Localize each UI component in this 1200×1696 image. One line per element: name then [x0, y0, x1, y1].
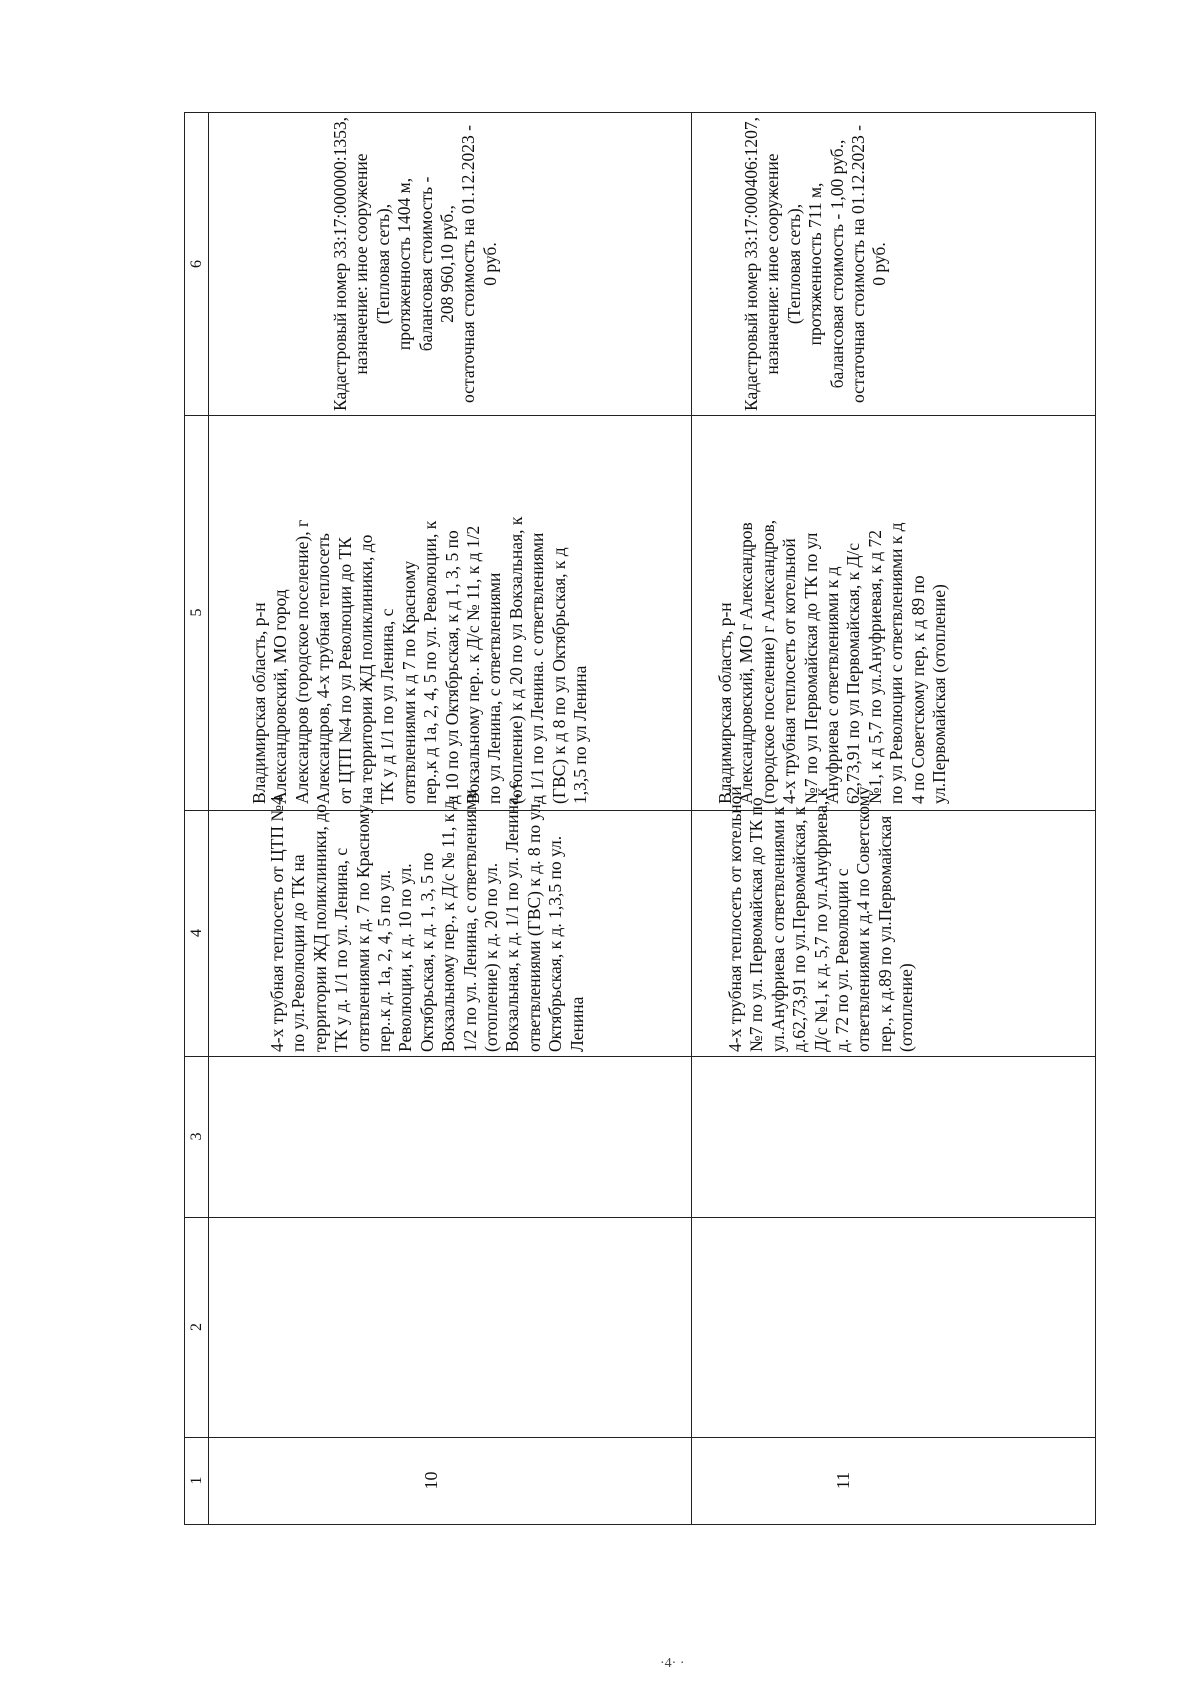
column-divider	[185, 1056, 1095, 1057]
column-divider	[185, 1437, 1095, 1438]
page-number-mark: ·4· ·	[660, 1656, 685, 1671]
table	[184, 112, 1096, 1525]
column-header-5: 5	[188, 608, 205, 617]
row-11-col4-object: 4-х трубная теплосеть от котельной №7 по ул. Первомайская до ТК по ул.Ануфриева с ответвлениями к д.62,73,91 по ул.Первомайская, к Д/с №1, к д. 5,7 по ул.Ануфриева, к д. 72 по ул. Революции с ответвлениями к д.4 по Советскому пер., к д.89 по ул.Первомайская (отопление)	[725, 786, 917, 1052]
row-10-col6-description: Кадастровый номер 33:17:000000:1353, назначение: иное сооружение (Тепловая сеть), протяженность 1404 м, балансовая стоимость - 208 960,10 руб., остаточная стоимость на 01.12.2023 - 0 руб.	[330, 117, 500, 411]
column-header-6: 6	[188, 260, 205, 268]
row-11-col6-description: Кадастровый номер 33:17:000406:1207, назначение: иное сооружение (Тепловая сеть), протяженность 711 м, балансовая стоимость - 1,00 руб., остаточная стоимость на 01.12.2023 - 0 руб.	[741, 117, 890, 411]
row-11-col5-address: Владимирская область, р-н Александровский, МО г Александров (городское поселение) г Александров, 4-х трубная теплосеть от котельной №7 по ул Первомайская до ТК по ул Ануфриева с ответвлениями к д 62,73,91 по ул Первомайская, к Д/с №1, к д 5,7 по ул.Ануфриевая, к д 72 по ул Революции с ответвлениями к д 4 по Советскому пер, к д 89 по ул.Первомайская (отопление)	[715, 519, 950, 804]
row-number: 10	[421, 1471, 441, 1490]
column-divider	[185, 1217, 1095, 1218]
column-header-1: 1	[188, 1476, 205, 1485]
row-10-col4-object: 4-х трубная теплосеть от ЦТП №4 по ул.Революции до ТК на территории ЖД поликлиники, до ТК у д. 1/1 по ул. Ленина, с отвтвлениями к д. 7 по Красному пер..к д. 1а, 2, 4, 5 по ул. Революции, к д. 10 по ул. Октябрьская, к д. 1, 3, 5 по Вокзальному пер., к Д/с № 11, к д. 1/2 по ул. Ленина, с ответвлениями (отопление) к д. 20 по ул. Вокзальная, к д. 1/1 по ул. Ленина, с ответвлениями (ГВС) к д. 8 по ул. Октябрьская, к д. 1,3,5 по ул. Ленина	[267, 780, 587, 1052]
row-10-col5-address: Владимирская область, р-н Александровский, МО город Александров (городское поселение), г Александров, 4-х трубная теплосеть от ЦТП №4 по ул Революции до ТК на территории ЖД поликлиники, до ТК у д 1/1 по ул Ленина, с отвтвлениями к д 7 по Красному пер.,к д 1а, 2, 4, 5 по ул. Революции, к д 10 по ул Октябрьская, к д 1, 3, 5 по Вокзальному пер.. к Д/с № 11, к д 1/2 по ул Ленина, с ответвлениями (отопление) к д 20 по ул Вокзальная, к д 1/1 по ул Ленина. с ответвлениями (ГВС) к д 8 по ул Октябрьская, к д 1,3,5 по ул Ленина	[249, 516, 591, 804]
row-number: 11	[833, 1471, 853, 1490]
column-header-2: 2	[188, 1323, 205, 1331]
column-header-3: 3	[188, 1132, 205, 1141]
column-header-4: 4	[188, 929, 205, 937]
row-divider	[691, 113, 692, 1524]
header-divider	[208, 113, 209, 1524]
